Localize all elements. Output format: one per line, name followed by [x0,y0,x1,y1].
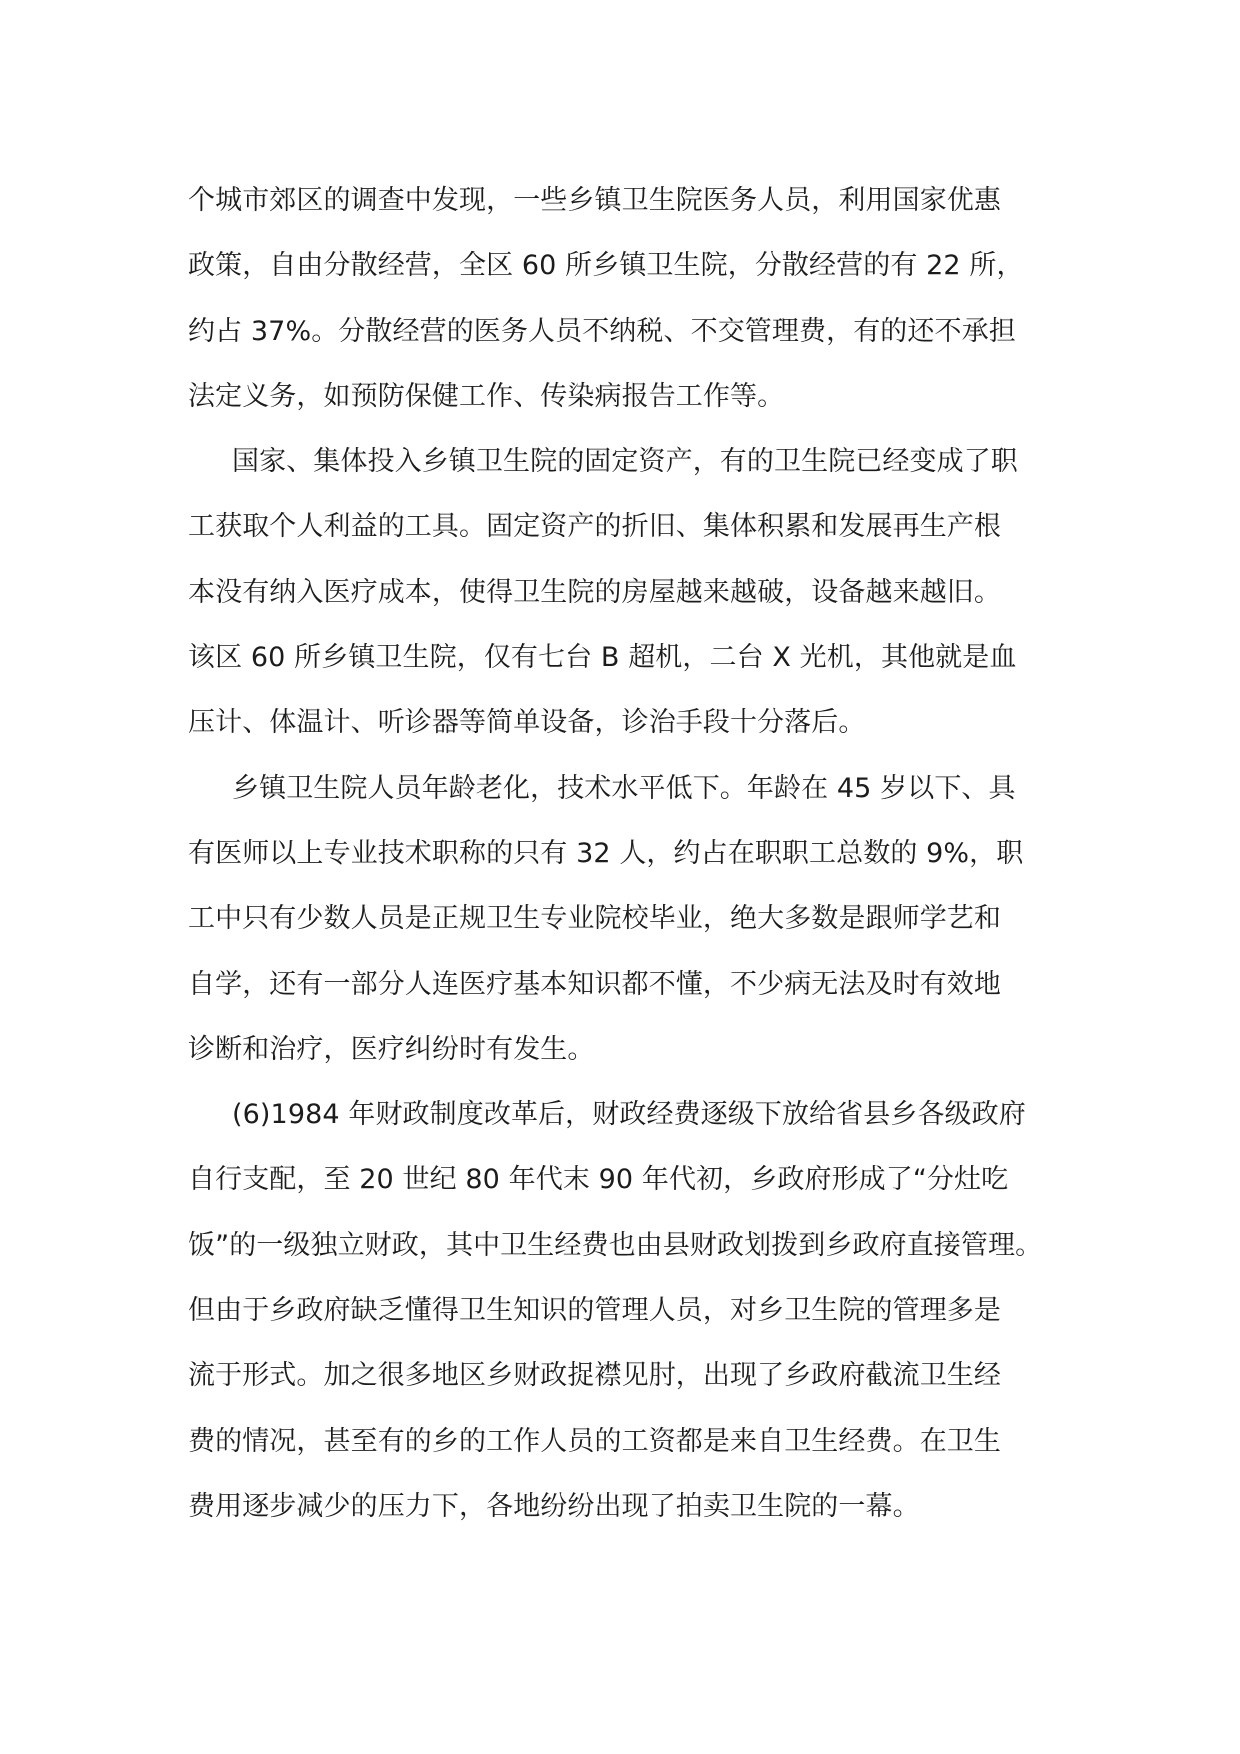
text-line: 饭”的一级独立财政，其中卫生经费也由县财政划拨到乡政府直接管理。 [188,1229,1043,1261]
text-line: 但由于乡政府缺乏懂得卫生知识的管理人员，对乡卫生院的管理多是 [188,1295,1001,1327]
text-line: 有医师以上专业技术职称的只有 32 人，约占在职职工总数的 9%，职 [188,837,1024,869]
text-line: 自行支配，至 20 世纪 80 年代末 90 年代初，乡政府形成了“分灶吃 [188,1164,1009,1196]
paragraph-first-line: 乡镇卫生院人员年龄老化，技术水平低下。年龄在 45 岁以下、具 [232,772,1016,804]
body-text [188,168,1068,1539]
text-line: 个城市郊区的调查中发现，一些乡镇卫生院医务人员，利用国家优惠 [188,185,1001,216]
text-line: 本没有纳入医疗成本，使得卫生院的房屋越来越破，设备越来越旧。 [188,576,1001,608]
text-line: 诊断和治疗，医疗纠纷时有发生。 [188,1033,595,1065]
text-line: 法定义务，如预防保健工作、传染病报告工作等。 [188,380,785,412]
text-line: 压计、体温计、听诊器等简单设备，诊治手段十分落后。 [188,707,866,739]
paragraph-first-line: (6)1984 年财政制度改革后，财政经费逐级下放给省县乡各级政府 [232,1099,1026,1131]
text-line: 自学，还有一部分人连医疗基本知识都不懂，不少病无法及时有效地 [188,968,1001,1000]
text-line: 该区 60 所乡镇卫生院，仅有七台 B 超机，二台 X 光机，其他就是血 [188,642,1017,674]
text-line: 费的情况，甚至有的乡的工作人员的工资都是来自卫生经费。在卫生 [188,1425,1001,1457]
text-line: 政策，自由分散经营，全区 60 所乡镇卫生院，分散经营的有 22 所， [188,250,1024,282]
text-line: 工中只有少数人员是正规卫生专业院校毕业，绝大多数是跟师学艺和 [188,903,1001,935]
text-line: 费用逐步减少的压力下，各地纷纷出现了拍卖卫生院的一幕。 [188,1490,920,1522]
text-line: 流于形式。加之很多地区乡财政捉襟见肘，出现了乡政府截流卫生经 [188,1360,1001,1392]
paragraph-first-line: 国家、集体投入乡镇卫生院的固定资产，有的卫生院已经变成了职 [232,446,1018,478]
text-line: 工获取个人利益的工具。固定资产的折旧、集体积累和发展再生产根 [188,511,1001,543]
text-line: 约占 37%。分散经营的医务人员不纳税、不交管理费，有的还不承担 [188,315,1016,347]
